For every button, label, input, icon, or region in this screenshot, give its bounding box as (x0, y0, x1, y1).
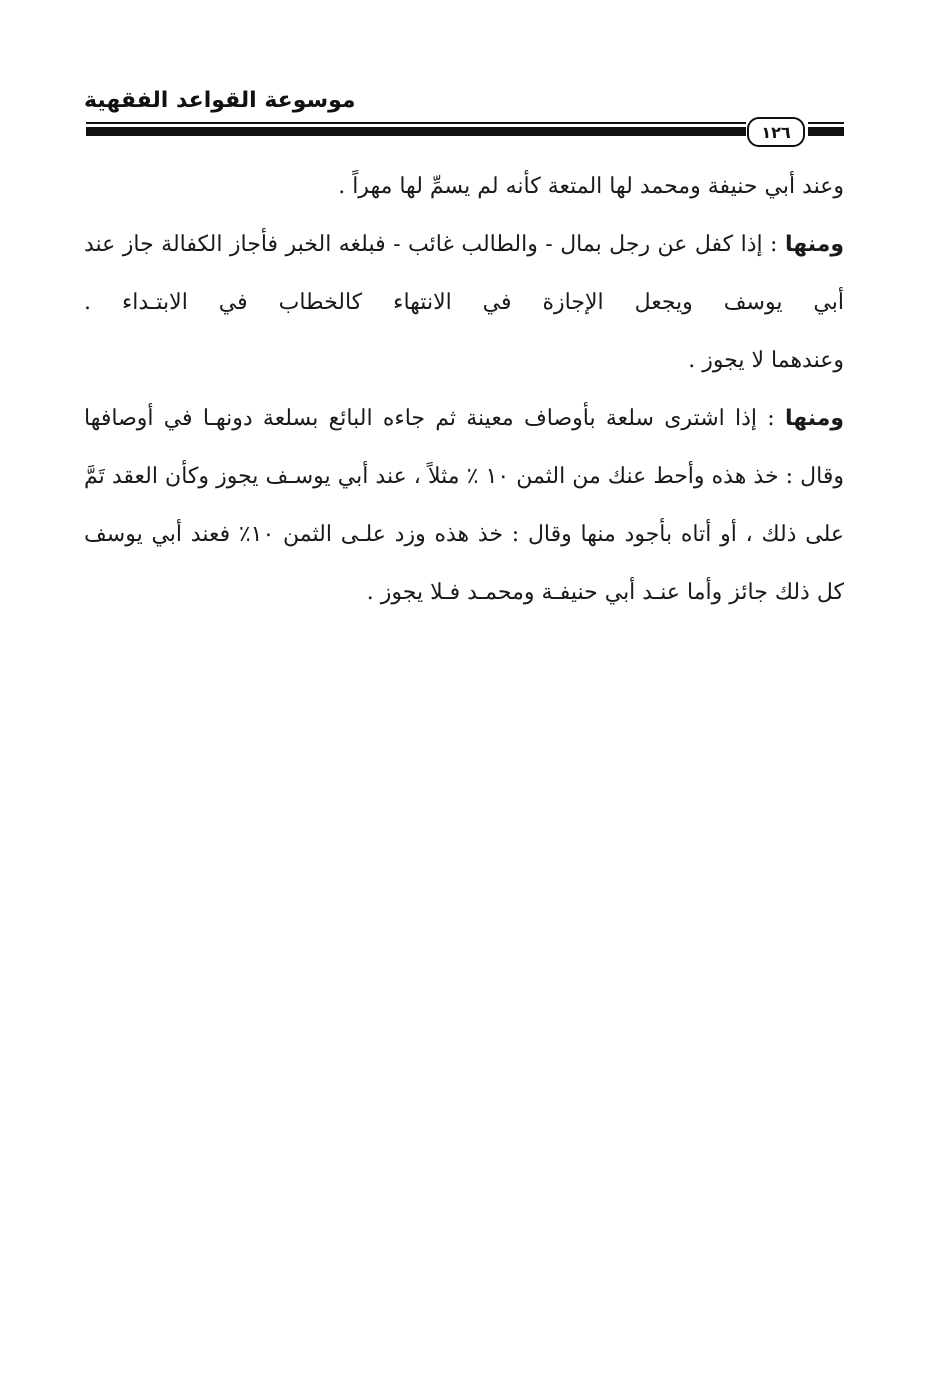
paragraph (84, 158, 844, 216)
main-text (84, 158, 844, 622)
header-rule-right-thin (808, 122, 844, 124)
paragraph (84, 332, 844, 390)
header-rule-thin (86, 122, 746, 124)
paragraph-lead: ومنها (784, 232, 844, 257)
page-header (0, 0, 945, 160)
paragraph-lead: ومنها (784, 406, 844, 431)
paragraph-text: : إذا اشترى سلعة بأوصاف معينة ثم جاءه البائع بسلعة دونهـا في أوصافها وقال : خذ هذه وأحط عنك من الثمن ١٠ ٪ مثلاً ، عند أبي يوسـف يجوز وكأن العقد تَمَّ على ذلك ، أو أتاه بأجود منها وقال : خذ هذه وزد علـى الثمن ١٠٪ فعند أبي يوسف كل ذلك جائز وأما عنـد أبي حنيفـة ومحمـد فـلا يجوز . (84, 406, 844, 605)
paragraph-text: : إذا كفل عن رجل بمال - والطالب غائب - فبلغه الخبر فأجاز الكفالة جاز عند أبي يوسف ويجعل الإجازة في الانتهاء كالخطاب في الابتـداء . (84, 232, 844, 315)
paragraph (84, 390, 844, 622)
book-title: موسوعة القواعد الفقهية (84, 88, 356, 113)
paragraph (84, 216, 844, 332)
paragraph-text: وعند أبي حنيفة ومحمد لها المتعة كأنه لم يسمِّ لها مهراً . (338, 174, 844, 199)
header-rule-right-thick (808, 127, 844, 136)
paragraph-text: وعندهما لا يجوز . (688, 348, 844, 373)
header-rule-thick (86, 127, 746, 136)
page-number: ١٢٦ (747, 117, 805, 147)
